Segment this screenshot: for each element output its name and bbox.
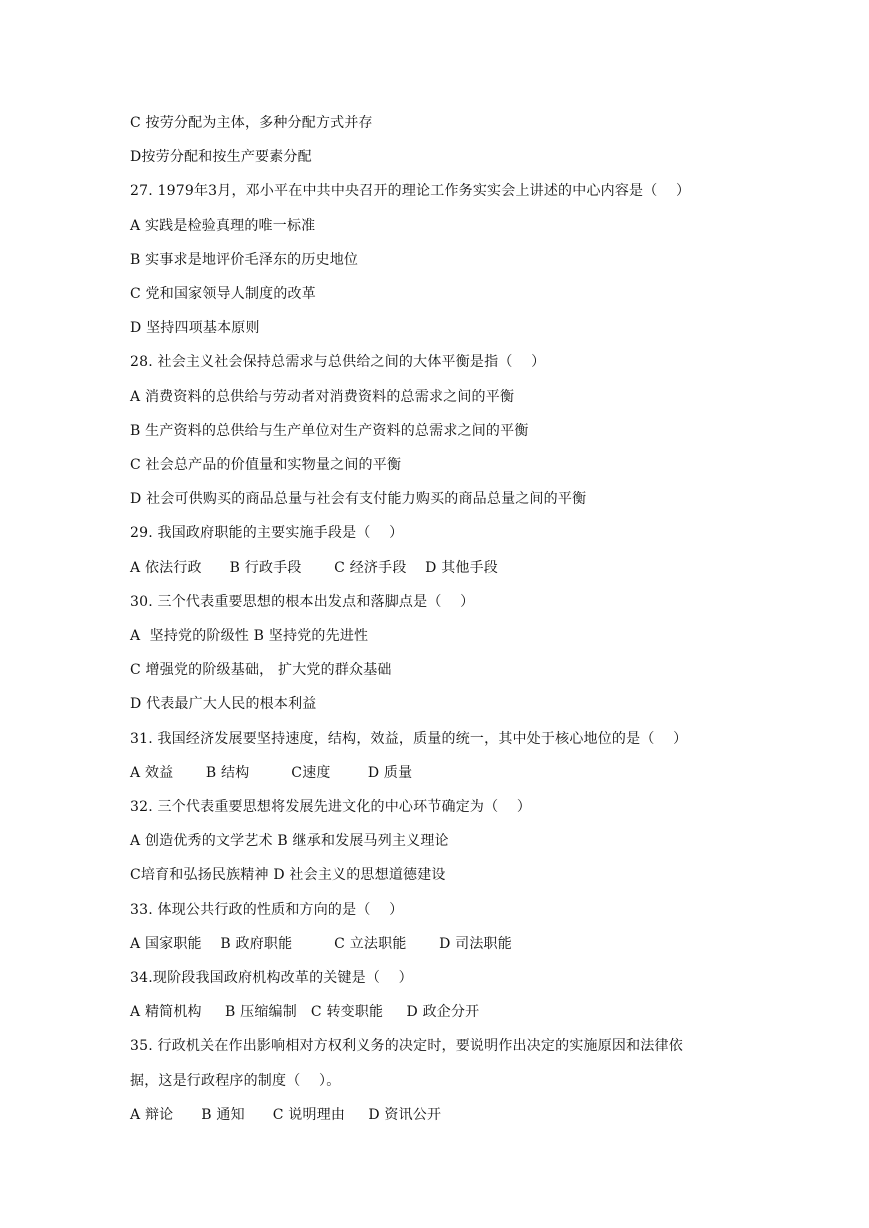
option-line: C培育和弘扬民族精神 D 社会主义的思想道德建设 [130,867,446,884]
question-32: 32. 三个代表重要思想将发展先进文化的中心环节确定为（ ） [130,799,532,816]
exam-question-list [130,106,750,1132]
option-line: A 辩论 B 通知 C 说明理由 D 资讯公开 [130,1106,442,1123]
question-30: 30. 三个代表重要思想的根本出发点和落脚点是（ ） [130,593,475,610]
text-line: C 按劳分配为主体，多种分配方式并存 [130,115,373,131]
question-34: 34.现阶段我国政府机构改革的关键是（ ） [130,970,413,987]
option-line: D 社会可供购买的商品总量与社会有支付能力购买的商品总量之间的平衡 [130,491,587,508]
question-35-continuation: 据，这是行政程序的制度（ ）。 [130,1072,341,1089]
option-line: D 代表最广大人民的根本利益 [130,696,317,713]
question-28: 28. 社会主义社会保持总需求与总供给之间的大体平衡是指（ ） [130,354,546,371]
option-line: C 党和国家领导人制度的改革 [130,286,316,303]
option-line: A 消费资料的总供给与劳动者对消费资料的总需求之间的平衡 [130,388,515,405]
option-line: C 增强党的阶级基础， 扩大党的群众基础 [130,662,392,679]
option-line: A 精简机构 B 压缩编制 C 转变职能 D 政企分开 [130,1004,480,1021]
option-line: D 坚持四项基本原则 [130,320,260,337]
option-line: A 创造优秀的文学艺术 B 继承和发展马列主义理论 [130,833,449,850]
question-29: 29. 我国政府职能的主要实施手段是（ ） [130,525,404,542]
question-27: 27. 1979年3月，邓小平在中共中央召开的理论工作务实实会上讲述的中心内容是（ ） [130,183,691,200]
option-line: A 依法行政 B 行政手段 C 经济手段 D 其他手段 [130,559,498,576]
option-line: B 实事求是地评价毛泽东的历史地位 [130,251,359,268]
question-31: 31. 我国经济发展要坚持速度，结构，效益，质量的统一，其中处于核心地位的是（ ） [130,730,688,747]
option-line: A 效益 B 结构 C速度 D 质量 [130,764,413,781]
text-line: D按劳分配和按生产要素分配 [130,149,312,166]
question-35: 35. 行政机关在作出影响相对方权利义务的决定时，要说明作出决定的实施原因和法律依 [130,1038,683,1055]
option-line: C 社会总产品的价值量和实物量之间的平衡 [130,457,402,474]
option-line: B 生产资料的总供给与生产单位对生产资料的总需求之间的平衡 [130,422,529,439]
option-line: A 国家职能 B 政府职能 C 立法职能 D 司法职能 [130,935,512,952]
question-33: 33. 体现公共行政的性质和方向的是（ ） [130,901,404,918]
option-line: A 坚持党的阶级性 B 坚持党的先进性 [130,628,369,645]
option-line: A 实践是检验真理的唯一标准 [130,217,316,234]
